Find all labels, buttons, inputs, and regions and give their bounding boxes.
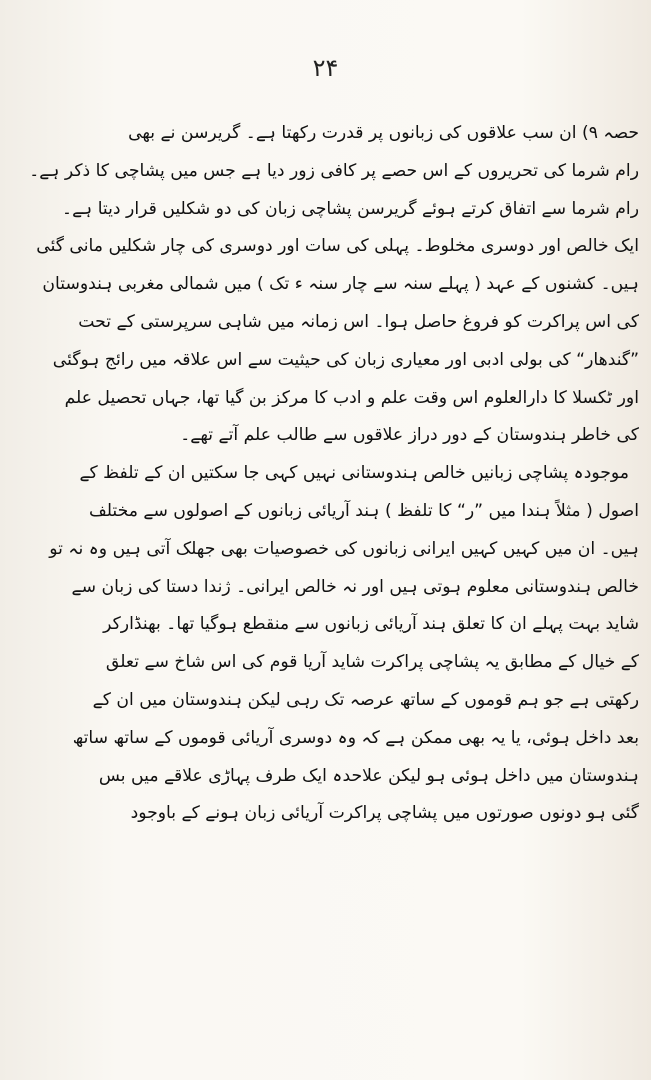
text-line: حصہ ۹) ان سب علاقوں کی زبانوں پر قدرت رکھتا ہے۔ گریرسن نے بھی	[128, 123, 639, 143]
text-line: کی اس پراکرت کو فروغ حاصل ہوا۔ اس زمانہ میں شاہی سرپرستی کے تحت	[78, 311, 639, 332]
text-line: شاید بہت پہلے ان کا تعلق ہند آریائی زبانوں سے منقطع ہوگیا تھا۔ بھنڈارکر	[103, 614, 639, 635]
page-text-block	[12, 115, 639, 833]
text-line: ہندوستان میں داخل ہوئی ہو لیکن علاحدہ ایک طرف پہاڑی علاقے میں بس	[98, 765, 639, 786]
text-line: ہیں۔ کشنوں کے عہد ( پہلے سنہ سے چار سنہ ء تک ) میں شمالی مغربی ہندوستان	[42, 274, 639, 295]
text-line: رام شرما کی تحریروں کے اس حصے پر کافی زور دیا ہے جس میں پشاچی کا ذکر ہے۔	[29, 160, 639, 181]
text-line: کی خاطر ہندوستان کے دور دراز علاقوں سے طالب علم آتے تھے۔	[180, 425, 639, 446]
text-line: رام شرما سے اتفاق کرتے ہوئے گریرسن پشاچی زبان کی دو شکلیں قرار دیتا ہے۔	[62, 198, 639, 219]
text-line: ایک خالص اور دوسری مخلوط۔ پہلی کی سات اور دوسری کی چار شکلیں مانی گئی	[36, 236, 639, 257]
text-line: خالص ہندوستانی معلوم ہوتی ہیں اور نہ خالص ایرانی۔ ژندا دستا کی زبان سے	[71, 576, 639, 597]
text-line: بعد داخل ہوئی، یا یہ بھی ممکن ہے کہ وہ دوسری آریائی قوموں کے ساتھ ساتھ	[72, 727, 639, 748]
text-line: ”گندھار“ کی بولی ادبی اور معیاری زبان کی حیثیت سے اس علاقہ میں رائج ہوگئی	[52, 349, 639, 370]
text-line: اور ٹکسلا کا دارالعلوم اس وقت علم و ادب کا مرکز بن گیا تھا، جہاں تحصیل علم	[64, 387, 639, 408]
text-line: ہیں۔ ان میں کہیں کہیں ایرانی زبانوں کی خصوصیات بھی جھلک آتی ہیں وہ نہ تو	[49, 538, 639, 559]
text-line: گئی ہو دونوں صورتوں میں پشاچی پراکرت آریائی زبان ہونے کے باوجود	[130, 803, 639, 824]
text-line: موجودہ پشاچی زبانیں خالص ہندوستانی نہیں کہی جا سکتیں ان کے تلفظ کے	[79, 463, 629, 484]
text-line: اصول ( مثلاً ہندا میں ”ر“ کا تلفظ ) ہند آریائی زبانوں کے اصولوں سے مختلف	[88, 500, 639, 521]
page-number: ۲۴	[312, 54, 339, 82]
text-line: کے خیال کے مطابق یہ پشاچی پراکرت شاید آریا قوم کی اس شاخ سے تعلق	[105, 652, 639, 673]
text-line: رکھتی ہے جو ہم قوموں کے ساتھ عرصہ تک رہی لیکن ہندوستان میں ان کے	[92, 689, 639, 710]
